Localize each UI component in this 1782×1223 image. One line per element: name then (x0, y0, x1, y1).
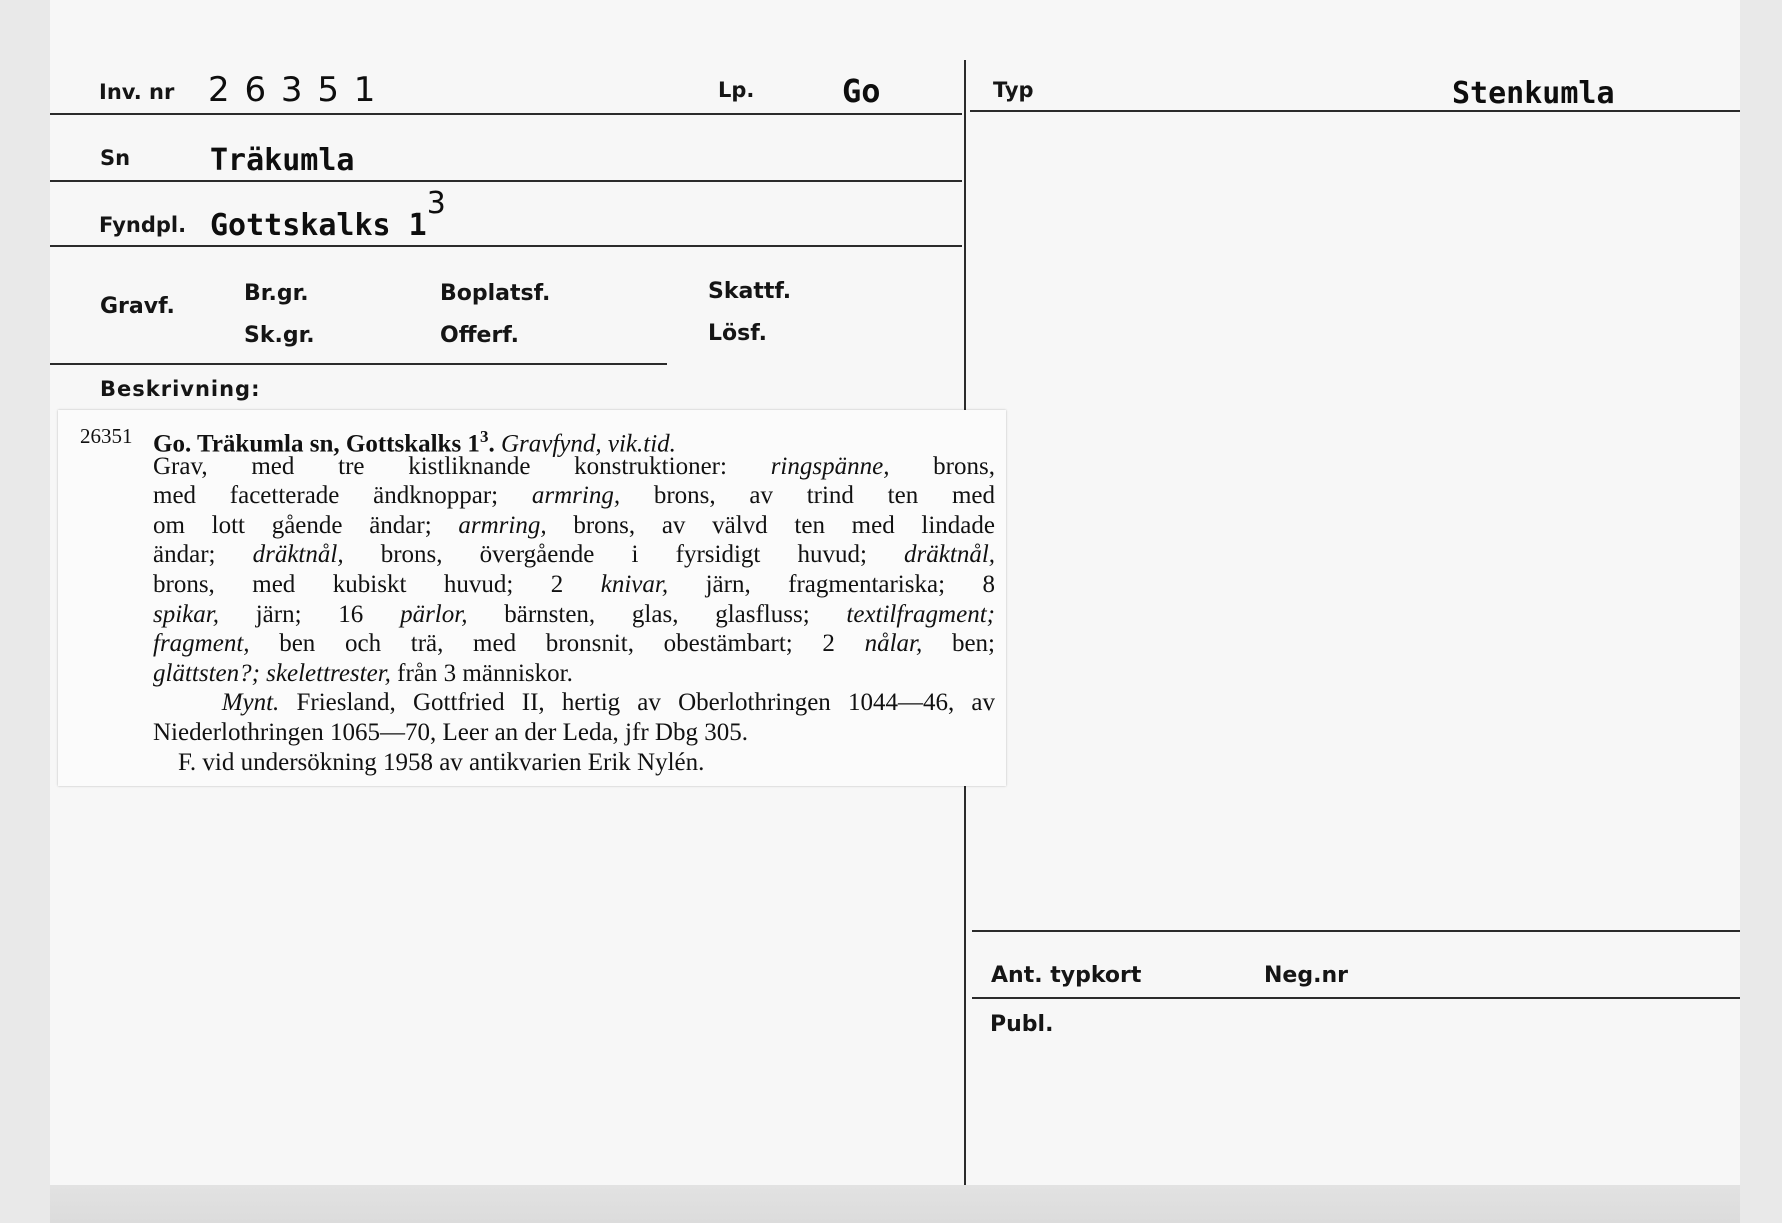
slip-italic-term: ringspänne, (770, 452, 890, 480)
slip-italic-term: pärlor, (400, 600, 468, 628)
slip-text (153, 689, 222, 716)
slip-text: järn; 16 (218, 600, 401, 628)
slip-text: Niederlothringen 1065—70, Leer an der Leda, jfr Dbg 305. (153, 718, 748, 746)
slip-text: järn, fragmentariska; 8 (668, 570, 995, 598)
offerf-label: Offerf. (440, 323, 520, 348)
slip-body (153, 452, 995, 778)
slip-heading-dot: . (488, 430, 495, 458)
rule-gravf (50, 363, 667, 365)
slip-text: Grav, med tre kistliknande konstruktioner: (153, 452, 771, 480)
slip-italic-term: spikar, (153, 600, 219, 628)
slip-text: brons, övergående i fyrsidigt huvud; (343, 541, 905, 569)
fyndpl-value (210, 186, 446, 243)
slip-line (153, 718, 995, 748)
slip-text: ändar; (153, 541, 253, 569)
slip-line (153, 688, 995, 718)
fyndpl-value-text: Gottskalks 1 (210, 208, 427, 243)
gravf-label: Gravf. (100, 294, 175, 319)
typ-label: Typ (993, 78, 1034, 102)
beskrivning-label: Beskrivning: (100, 377, 261, 401)
slip-line (153, 659, 995, 689)
sn-label: Sn (100, 146, 131, 170)
fyndpl-superscript: 3 (426, 186, 446, 221)
fyndpl-label: Fyndpl. (99, 213, 187, 237)
slip-text: ben; (922, 630, 995, 658)
slip-line (153, 540, 995, 570)
slip-heading-sup: 3 (479, 427, 489, 446)
slip-italic-term: knivar, (600, 570, 669, 598)
rule-right-lower-2 (972, 997, 1740, 999)
slip-italic-term: dräktnål, (904, 541, 995, 569)
slip-italic-term: glättsten?; skelettrester, (153, 659, 391, 687)
slip-text: om lott gående ändar; (153, 511, 459, 539)
typ-value: Stenkumla (1452, 76, 1615, 111)
slip-italic-term: armring, (458, 511, 547, 539)
ant-typkort-label: Ant. typkort (991, 963, 1142, 988)
slip-heading-bold: Go. Träkumla sn, Gottskalks 1 (153, 430, 480, 458)
skattf-label: Skattf. (708, 279, 792, 304)
slip-text: med facetterade ändknoppar; (153, 482, 532, 510)
slip-text: ben och trä, med bronsnit, obestämbart; 2 (249, 630, 865, 658)
inv-nr-label: Inv. nr (99, 80, 175, 104)
rule-inv (50, 113, 962, 115)
slip-text: brons, med kubiskt huvud; 2 (153, 570, 601, 598)
rule-sn (50, 180, 962, 182)
sk-gr-label: Sk.gr. (244, 323, 315, 348)
slip-text: från 3 människor. (390, 659, 573, 687)
br-gr-label: Br.gr. (244, 281, 309, 306)
inv-nr-value: 2 6 3 5 1 (208, 70, 378, 110)
slip-line (153, 748, 995, 778)
lp-label: Lp. (718, 78, 755, 102)
card-bottom-edge (50, 1185, 1740, 1223)
slip-text: Friesland, Gottfried II, hertig av Oberlothringen 1044—46, av (279, 689, 995, 717)
slip-line (153, 511, 995, 541)
slip-italic-term: fragment, (153, 630, 250, 658)
slip-text: bärnsten, glas, glasfluss; (467, 600, 847, 628)
slip-text: brons, av trind ten med (620, 482, 995, 510)
slip-line (153, 629, 995, 659)
slip-text: brons, av välvd ten med lindade (546, 511, 995, 539)
rule-typ (970, 110, 1740, 112)
slip-line (153, 570, 995, 600)
slip-number: 26351 (80, 424, 133, 448)
slip-italic-term: textilfragment; (846, 600, 995, 628)
slip-text: brons, (889, 452, 995, 480)
slip-line (153, 481, 995, 511)
slip-italic-term: nålar, (864, 630, 923, 658)
slip-line (153, 452, 995, 482)
boplatsf-label: Boplatsf. (440, 281, 551, 306)
slip-heading-italic: Gravfynd, vik.tid. (500, 430, 676, 458)
neg-nr-label: Neg.nr (1264, 963, 1348, 988)
printed-description-slip (58, 410, 1006, 786)
rule-right-lower-1 (972, 930, 1740, 932)
losf-label: Lösf. (708, 321, 767, 346)
slip-text: F. vid undersökning 1958 av antikvarien Erik Nylén. (153, 748, 705, 776)
rule-fyndpl (50, 245, 962, 247)
slip-italic-term: Mynt. (221, 689, 280, 717)
sn-value: Träkumla (210, 143, 355, 178)
slip-italic-term: armring, (531, 482, 621, 510)
lp-value: Go (842, 72, 881, 110)
publ-label: Publ. (990, 1012, 1054, 1037)
slip-italic-term: dräktnål, (252, 541, 344, 569)
slip-line (153, 600, 995, 630)
